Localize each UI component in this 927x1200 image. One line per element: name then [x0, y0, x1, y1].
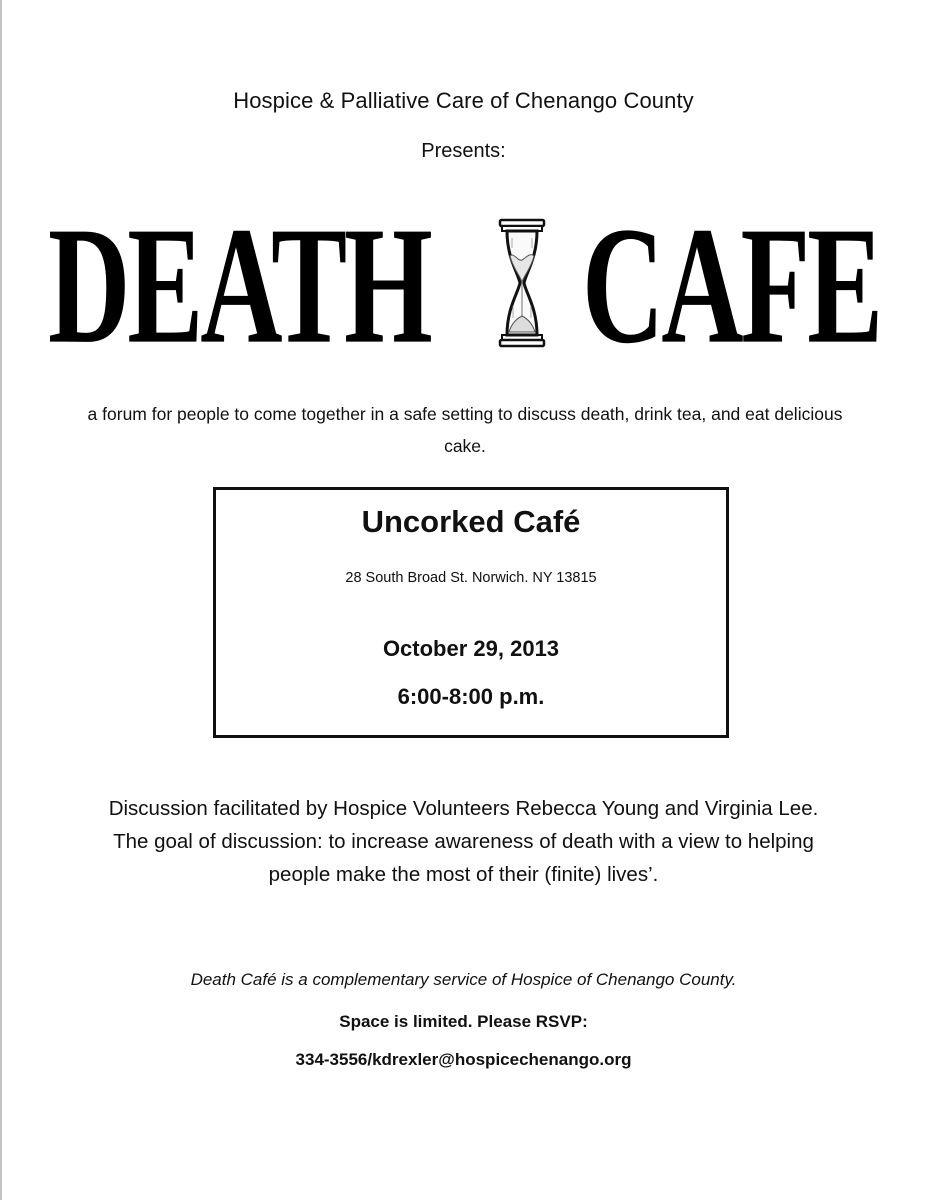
rsvp-label: Space is limited. Please RSVP: — [339, 1012, 588, 1031]
rsvp-contact: 334-3556/kdrexler@hospicechenango.org — [295, 1050, 632, 1069]
presents-label: Presents: — [421, 140, 506, 162]
title-word-cafe: CAFE — [582, 192, 881, 379]
event-time: 6:00-8:00 p.m. — [397, 684, 545, 709]
discussion-description — [60, 792, 867, 891]
hourglass-icon — [498, 218, 546, 348]
event-date: October 29, 2013 — [382, 636, 560, 661]
discussion-line-1: Discussion facilitated by Hospice Volunteers Rebecca Young and Virginia Lee. — [108, 797, 819, 820]
title-word-death: DEATH — [48, 192, 430, 379]
event-details-box — [213, 487, 729, 738]
title-banner — [48, 192, 881, 379]
tagline: a forum for people to come together in a safe setting to discuss death, drink tea, and eat delicious cake. — [87, 404, 843, 456]
venue-name: Uncorked Café — [361, 504, 581, 539]
organization-name: Hospice & Palliative Care of Chenango County — [233, 88, 694, 113]
service-note: Death Café is a complementary service of Hospice of Chenango County. — [190, 970, 737, 989]
discussion-line-3: people make the most of their (finite) lives’. — [268, 863, 659, 886]
venue-address: 28 South Broad St. Norwich. NY 13815 — [345, 570, 597, 586]
discussion-line-2: The goal of discussion: to increase awareness of death with a view to helping — [113, 830, 814, 853]
